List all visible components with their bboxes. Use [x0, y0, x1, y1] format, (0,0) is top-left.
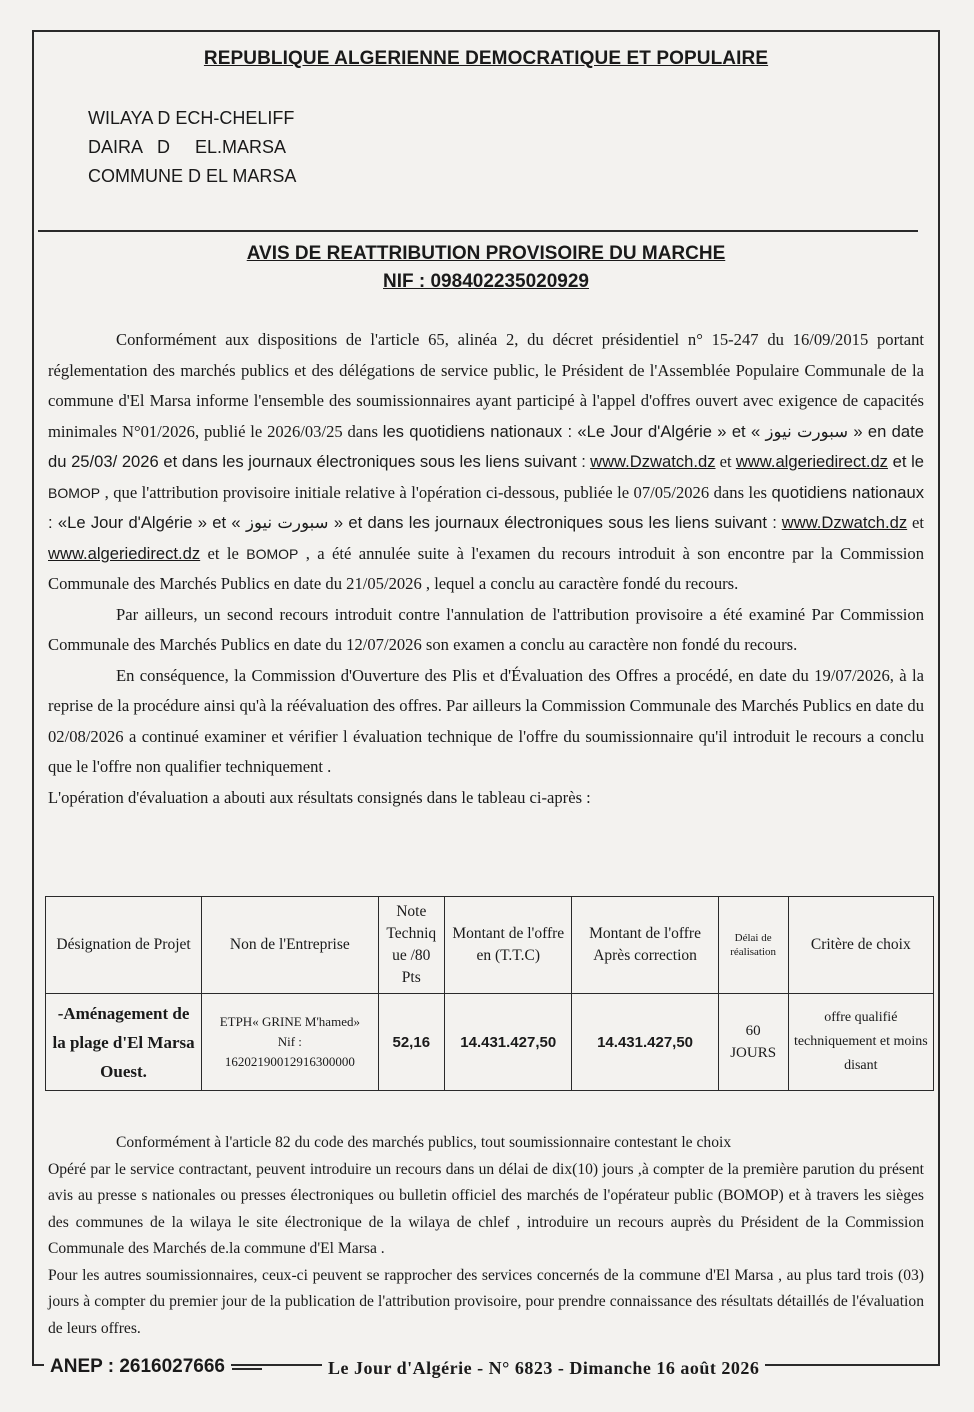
paragraph-1: [48, 325, 924, 600]
footer-dash: [232, 1368, 262, 1370]
paragraph-2: Par ailleurs, un second recours introduit contre l'annulation de l'attribution provisoire a été examiné Par Commission Communale des Marchés Publics en date du 12/07/2026 son examen a conclu au caractère non fondé du recours.: [48, 604, 924, 654]
entreprise-nif-label: Nif :: [277, 1034, 302, 1049]
p1-part-g: , a été annulée suite à l'examen du recours introduit à son encontre par la Commission Communale des Marchés Publics en date du 21/05/2026 , lequel a conclu au caractère fondé du recours.: [48, 543, 924, 593]
republic-title: REPUBLIQUE ALGERIENNE DEMOCRATIQUE ET POPULAIRE: [203, 48, 769, 69]
and-2: et: [907, 513, 924, 532]
cell-entreprise: [202, 994, 378, 1091]
p1-part-a: Conformément aux dispositions de l'article 65, alinéa 2, du décret présidentiel n° 15-247 du 16/09/2015 portant réglementation des marchés publics et des délégations de service public, le Président de l'Assemblée Populaire Communale de la commune d'El Marsa informe l'ensemble des soumissionnaires ayant participé à l'appel d'offres ouvert avec exigence de capacités minimales N°01/2026, publié le 2026/03/25 dans: [48, 330, 924, 441]
entreprise-name: ETPH« GRINE M'hamed»: [219, 1014, 360, 1029]
header-entreprise: Non de l'Entreprise: [202, 897, 378, 994]
cell-critere: offre qualifié techniquement et moins disant: [788, 994, 933, 1091]
notice-title: AVIS DE REATTRIBUTION PROVISOIRE DU MARCHE: [246, 243, 726, 264]
table-header-row: [46, 897, 934, 994]
cell-note: 52,16: [378, 994, 444, 1091]
closing-text: [48, 1130, 924, 1342]
results-table: [45, 896, 934, 1091]
p1-part-e: quotidiens nationaux : «Le Jour d'Algérie » et « سبورت نيوز » et dans les journaux électroniques sous les liens suivant :: [48, 482, 924, 532]
p1-part-c: et le: [887, 452, 924, 471]
header-montant-corrige: Montant de l'offre Après correction: [572, 897, 718, 994]
bomop-label: BOMOP: [48, 484, 101, 501]
header-projet: Désignation de Projet: [46, 897, 202, 994]
notice-title-block: [34, 240, 938, 296]
header-montant-ttc: Montant de l'offre en (T.T.C): [445, 897, 572, 994]
link-algeriedirect-2[interactable]: www.algeriedirect.dz: [48, 543, 201, 563]
administration-block: [88, 104, 296, 191]
table-row: [46, 994, 934, 1091]
wilaya-line: WILAYA D ECH-CHELIFF: [88, 108, 295, 128]
paragraph-4: L'opération d'évaluation a abouti aux résultats consignés dans le tableau ci-après :: [48, 787, 591, 807]
header-critere: Critère de choix: [788, 897, 933, 994]
cell-projet: -Aménagement de la plage d'El Marsa Ouest.: [46, 994, 202, 1091]
cell-delai: 60 JOURS: [718, 994, 788, 1091]
link-algeriedirect[interactable]: www.algeriedirect.dz: [735, 452, 888, 471]
header-note: Note Techniq ue /80 Pts: [378, 897, 444, 994]
p1-part-f: et le: [200, 543, 247, 563]
commune-line: COMMUNE D EL MARSA: [88, 166, 297, 186]
notice-frame: [32, 30, 940, 1366]
nif-number: NIF : 098402235020929: [383, 271, 589, 292]
paragraph-3: En conséquence, la Commission d'Ouverture des Plis et d'Évaluation des Offres a procédé, en date du 19/07/2026, à la reprise de la procédure ainsi qu'à la réévaluation des offres. Par ailleurs la Commission Communale des Marchés Publics en date du 02/08/2026 a continué examiner et vérifier l évaluation technique de l'offre du soumissionnaire qu'il introduit le recours a conclu que le l'offre non qualifier techniquement .: [48, 665, 924, 776]
and-1: et: [715, 452, 736, 471]
closing-paragraph-3: Pour les autres soumissionnaires, ceux-ci peuvent se rapprocher des services concernés de la commune d'El Marsa , au plus tard trois (03) jours à compter du premier jour de la publication de l'attribution provisoire, pour prendre connaissance des résultats détaillés de l'évaluation de leurs offres.: [48, 1266, 924, 1337]
cell-montant-ttc: 14.431.427,50: [445, 994, 572, 1091]
daira-line: DAIRA D EL.MARSA: [88, 137, 287, 157]
divider: [38, 230, 918, 232]
link-dzwatch[interactable]: www.Dzwatch.dz: [590, 452, 716, 471]
link-dzwatch-2[interactable]: www.Dzwatch.dz: [781, 513, 908, 532]
p1-part-d: , que l'attribution provisoire initiale relative à l'opération ci-dessous, publiée le 07/05/2026 dans les: [100, 482, 767, 502]
anep-reference: ANEP : 2616027666: [44, 1356, 231, 1378]
notice-body: [48, 325, 924, 813]
closing-paragraph-1: Conformément à l'article 82 du code des marchés publics, tout soumissionnaire contestant le choix: [116, 1134, 732, 1151]
cell-montant-corrige: 14.431.427,50: [572, 994, 718, 1091]
header-delai: Délai de réalisation: [718, 897, 788, 994]
entreprise-nif-value: 16202190012916300000: [224, 1054, 355, 1069]
closing-paragraph-2: Opéré par le service contractant, peuvent introduire un recours dans un délai de dix(10) jours ,à compter de la première parution du présent avis au presse s nationales ou presses électroniques ou bulletin officiel des marchés de l'opérateur public (BOMOP) et à travers les sièges des communes de la wilaya le site électronique de la wilaya de chlef , introduire un recours auprès du Président de la Commission Communale des Marchés de.la commune d'El Marsa .: [48, 1160, 924, 1257]
bomop-label-2: BOMOP: [246, 545, 299, 562]
p1-part-b: les quotidiens nationaux : «Le Jour d'Algérie » et « سبورت نيوز » en date du 25/03/ 2026 et dans les journaux électroniques sous les liens suivant :: [48, 421, 924, 471]
page-footer: [0, 1354, 974, 1394]
journal-info: Le Jour d'Algérie - N° 6823 - Dimanche 16 août 2026: [322, 1358, 765, 1379]
